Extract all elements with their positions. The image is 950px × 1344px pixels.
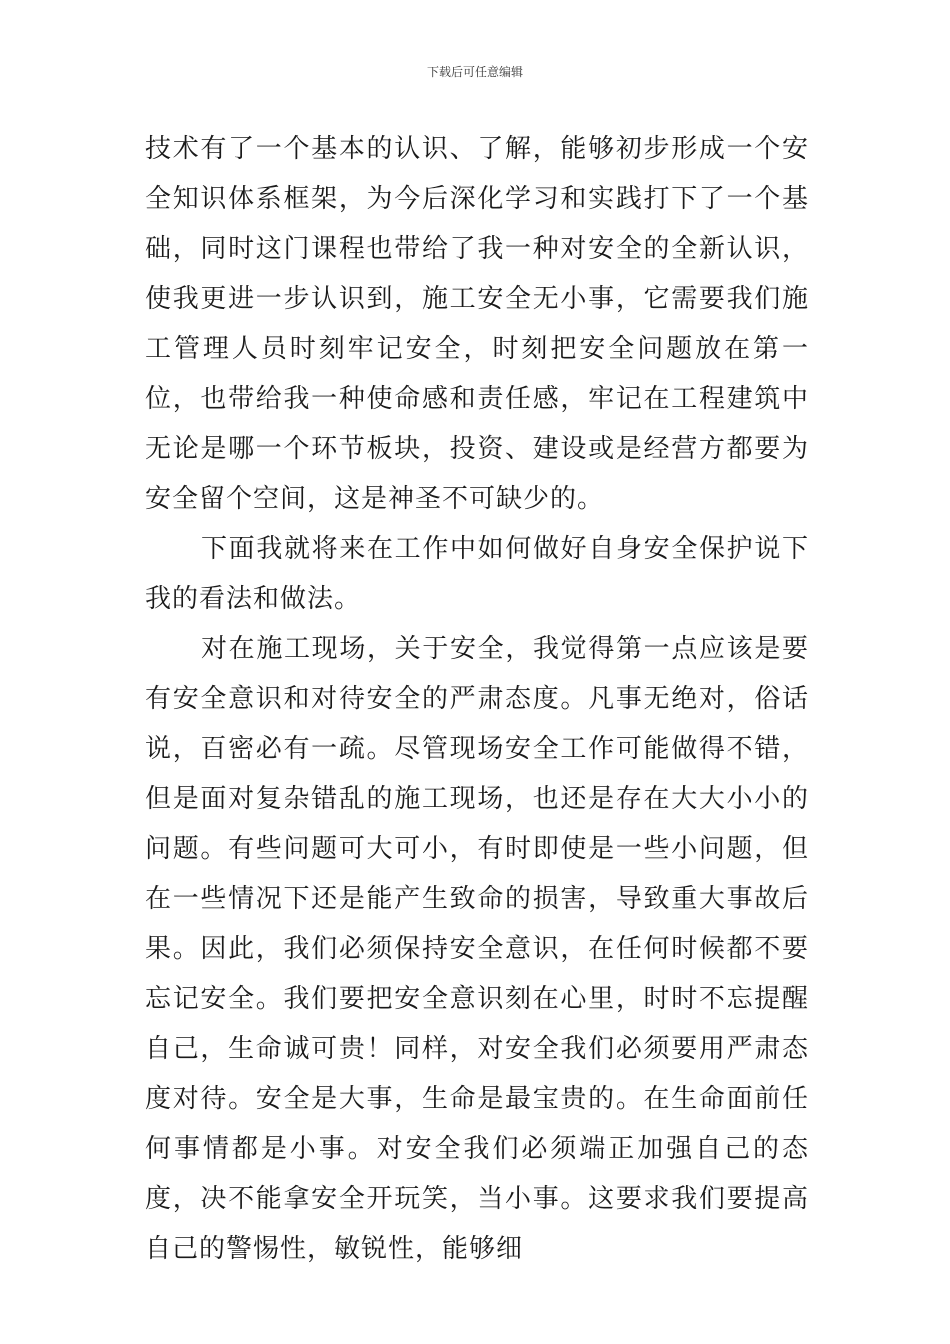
page-header-caption: 下载后可任意编辑	[426, 65, 523, 79]
body-text	[145, 124, 809, 1274]
paragraph-2: 下面我就将来在工作中如何做好自身安全保护说下我的看法和做法。	[145, 534, 809, 614]
paragraph-3: 对在施工现场，关于安全，我觉得第一点应该是要有安全意识和对待安全的严肃态度。凡事无绝对，俗话说，百密必有一疏。尽管现场安全工作可能做得不错，但是面对复杂错乱的施工现场，也还是存在大大小小的问题。有些问题可大可小，有时即使是一些小问题，但在一些情况下还是能产生致命的损害，导致重大事故后果。因此，我们必须保持安全意识，在任何时候都不要忘记安全。我们要把安全意识刻在心里，时时不忘提醒自己，生命诚可贵！同样，对安全我们必须要用严肃态度对待。安全是大事，生命是最宝贵的。在生命面前任何事情都是小事。对安全我们必须端正加强自己的态度，决不能拿安全开玩笑，当小事。这要求我们要提高自己的警惕性，敏锐性，能够细	[145, 634, 809, 1264]
paragraph-1: 技术有了一个基本的认识、了解，能够初步形成一个安全知识体系框架，为今后深化学习和实践打下了一个基础，同时这门课程也带给了我一种对安全的全新认识，使我更进一步认识到，施工安全无小事，它需要我们施工管理人员时刻牢记安全，时刻把安全问题放在第一位，也带给我一种使命感和责任感，牢记在工程建筑中无论是哪一个环节板块，投资、建设或是经营方都要为安全留个空间，这是神圣不可缺少的。	[145, 134, 809, 514]
